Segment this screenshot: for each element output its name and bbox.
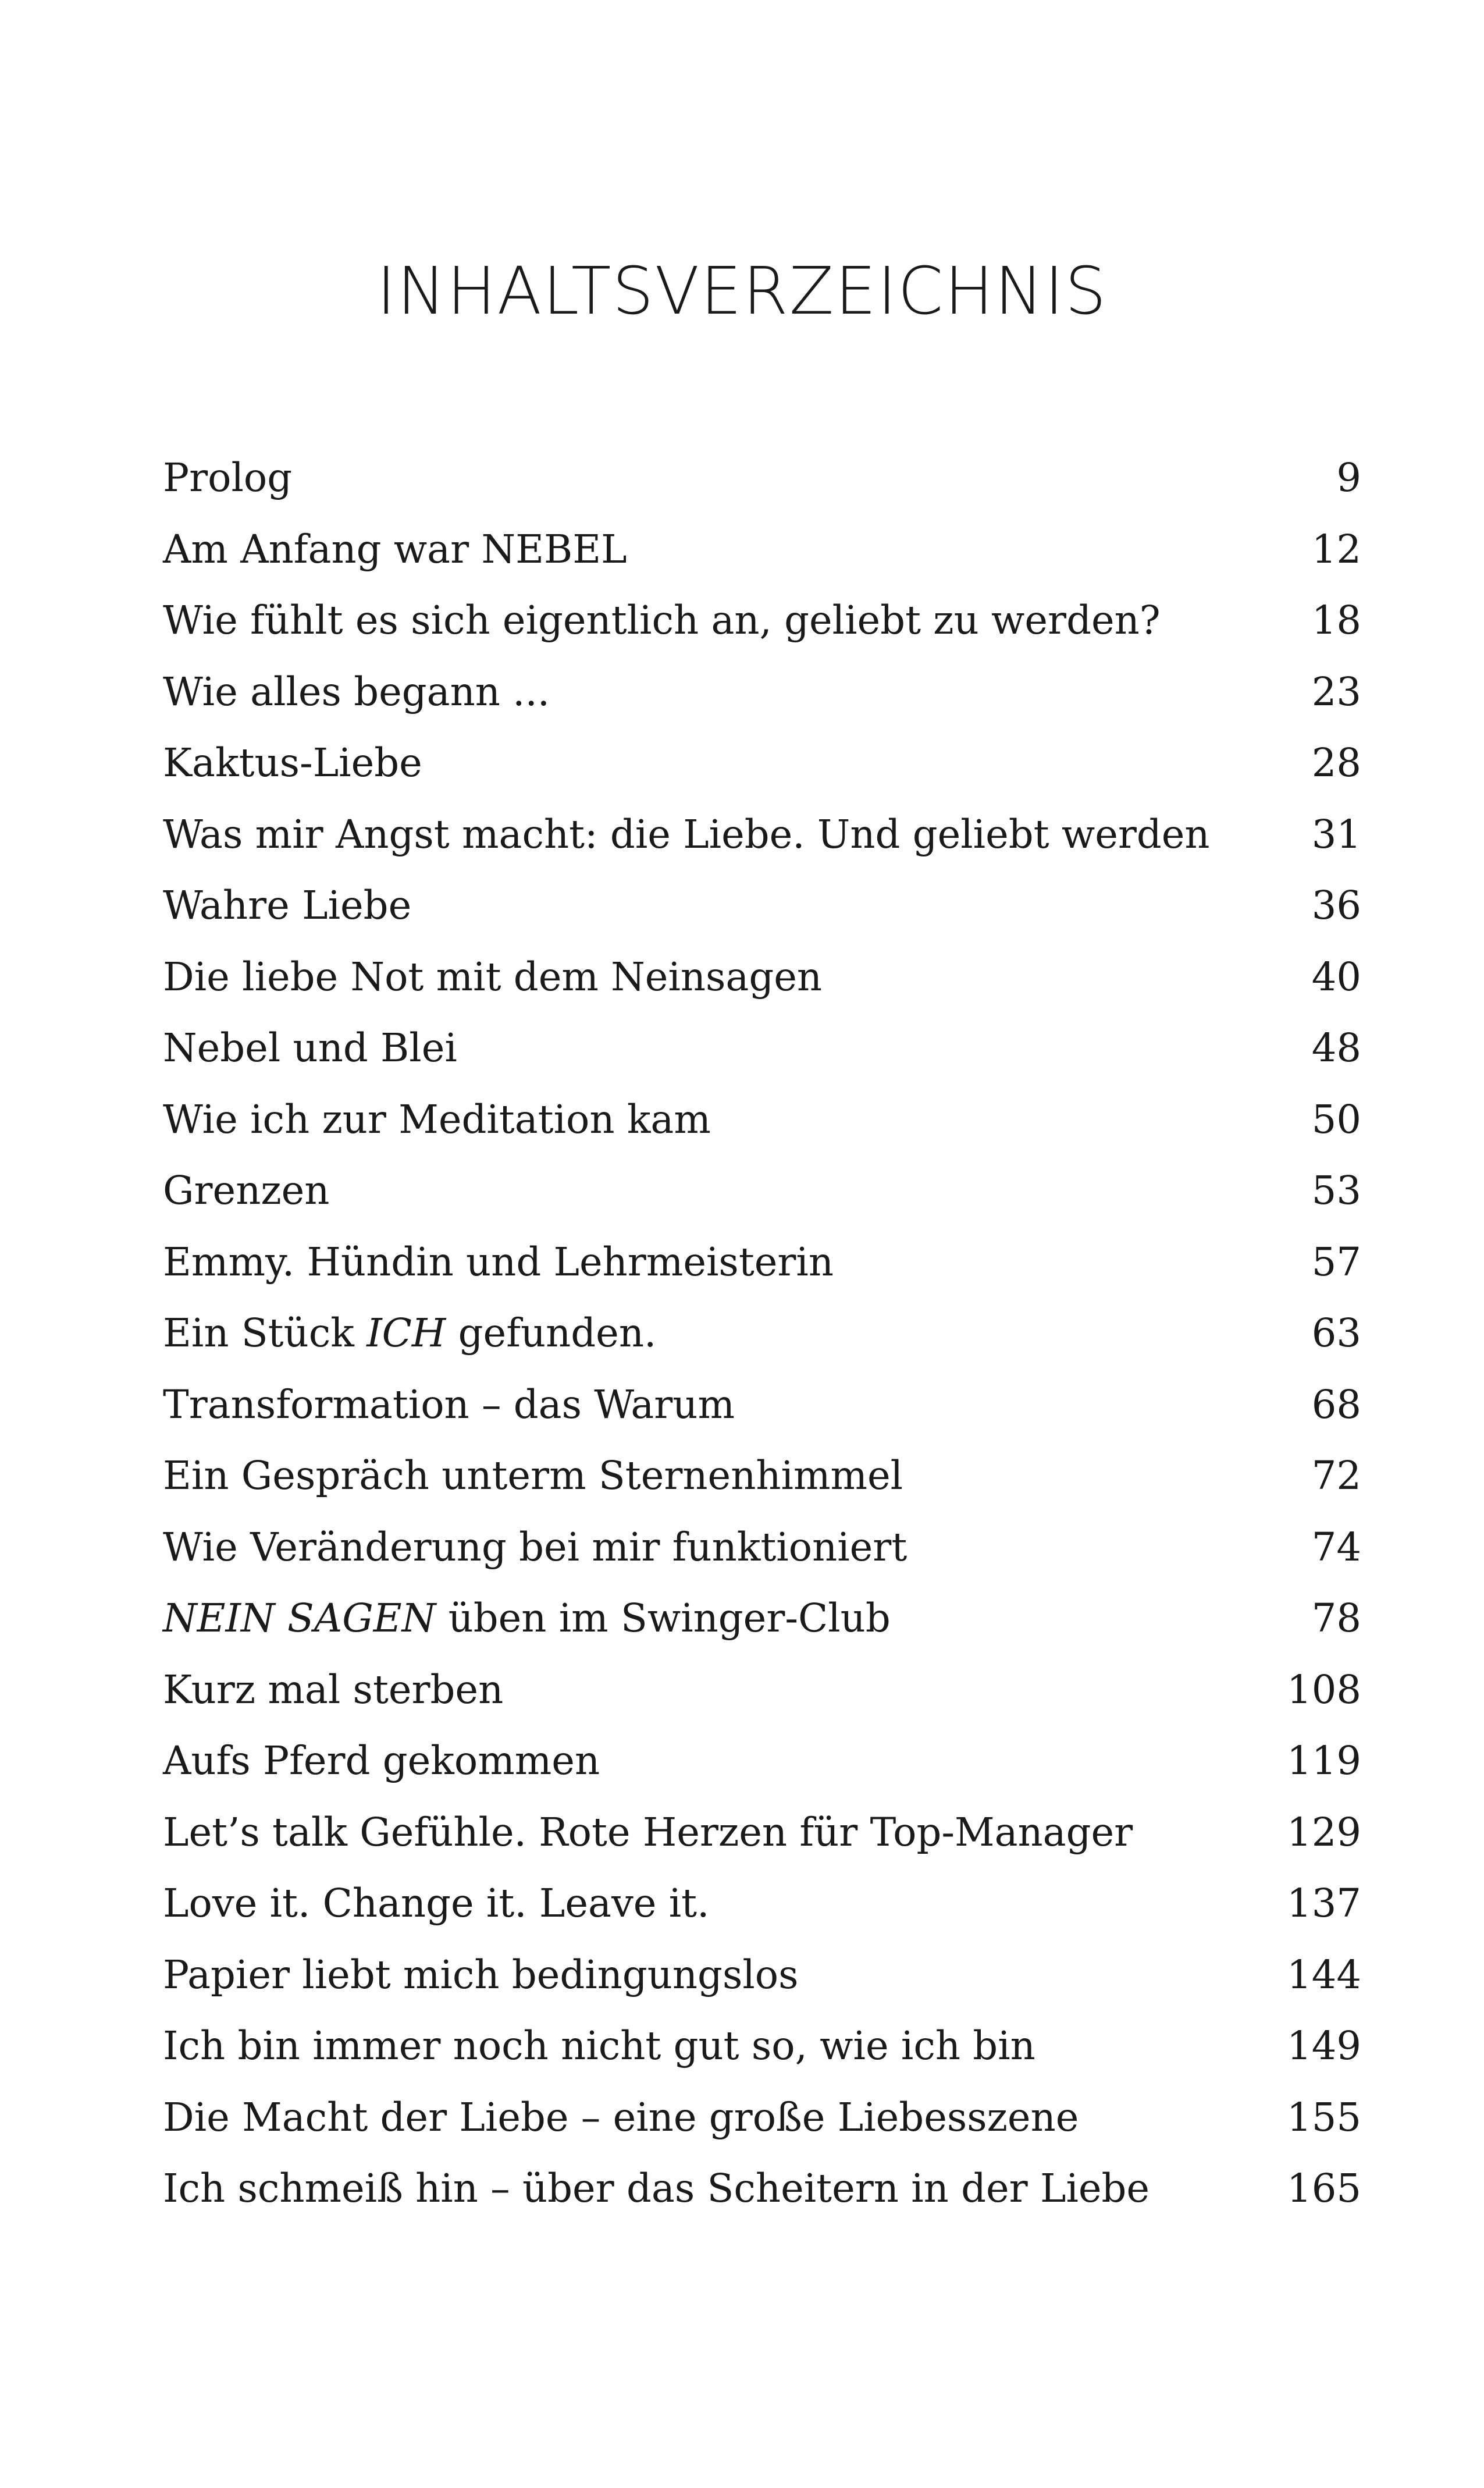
toc-entry-title [163, 1298, 656, 1369]
toc-entry-title-part: Wie ich zur Meditation kam [163, 1096, 711, 1142]
toc-entry [163, 442, 1361, 514]
toc-entry [163, 1797, 1361, 1868]
toc-entry-title-emphasis: NEIN SAGEN [163, 1595, 436, 1641]
toc-entry [163, 2010, 1361, 2082]
toc-entry-title [163, 941, 822, 1013]
toc-entry-page-number: 72 [1311, 1453, 1361, 1498]
toc-entry [163, 1583, 1361, 1654]
toc-entry-title-part: Wie Veränderung bei mir funktioniert [163, 1524, 908, 1570]
toc-entry-title-part: Aufs Pferd gekommen [163, 1738, 600, 1783]
toc-entry-title [163, 1797, 1133, 1868]
toc-entry-title-part: Ich schmeiß hin – über das Scheitern in der Liebe [163, 2166, 1150, 2211]
toc-entry-title [163, 1369, 735, 1441]
toc-entry-title [163, 799, 1210, 870]
toc-entry-page-number: 165 [1287, 2166, 1361, 2211]
toc-entry-title-part: Emmy. Hündin und Lehrmeisterin [163, 1239, 834, 1285]
toc-entry-title-part: Wie fühlt es sich eigentlich an, geliebt zu werden? [163, 598, 1161, 643]
toc-entry-page-number: 18 [1311, 598, 1361, 643]
toc-entry [163, 1868, 1361, 1939]
toc-entry-title [163, 1512, 907, 1583]
toc-entry-title-part: Die Macht der Liebe – eine große Liebesszene [163, 2094, 1079, 2140]
toc-entry-title-part: Kurz mal sterben [163, 1666, 504, 1712]
toc-entry [163, 1084, 1361, 1156]
toc-entry-title-part: Prolog [163, 455, 293, 500]
toc-entry [163, 1654, 1361, 1726]
toc-entry-title-part: Let’s talk Gefühle. Rote Herzen für Top-Manager [163, 1809, 1133, 1855]
toc-entry-title [163, 1084, 711, 1156]
toc-entry-page-number: 155 [1287, 2094, 1361, 2140]
toc-entry [163, 1369, 1361, 1441]
toc-entry-title [163, 870, 411, 941]
toc-entry-title [163, 1725, 600, 1797]
toc-entry-page-number: 63 [1311, 1310, 1361, 1356]
toc-entry-title [163, 1227, 834, 1298]
toc-entry-page-number: 108 [1287, 1666, 1361, 1712]
toc-entry-page-number: 74 [1311, 1524, 1361, 1570]
toc-entry-title-part: Am Anfang war NEBEL [163, 526, 627, 572]
toc-entry [163, 2153, 1361, 2224]
toc-entry-title-part: Papier liebt mich bedingungslos [163, 1952, 799, 1997]
toc-entry-title-part: Nebel und Blei [163, 1025, 457, 1071]
toc-entry-page-number: 78 [1311, 1595, 1361, 1641]
toc-entry [163, 1512, 1361, 1583]
toc-entry [163, 870, 1361, 941]
toc-entry-page-number: 9 [1336, 455, 1361, 500]
toc-entry-page-number: 149 [1287, 2023, 1361, 2068]
toc-entry [163, 1298, 1361, 1369]
toc-entry-title-part: Die liebe Not mit dem Neinsagen [163, 954, 823, 1000]
toc-entry-page-number: 12 [1311, 526, 1361, 572]
toc-entry [163, 1440, 1361, 1512]
toc-entry-title-part: Love it. Change it. Leave it. [163, 1881, 710, 1926]
toc-entry-title-part: Ein Gespräch unterm Sternenhimmel [163, 1453, 903, 1498]
toc-entry-page-number: 48 [1311, 1025, 1361, 1071]
toc-entry-title [163, 1012, 457, 1084]
toc-entry-page-number: 28 [1311, 740, 1361, 786]
toc-entry-title-part: Kaktus-Liebe [163, 740, 422, 786]
toc-entry [163, 941, 1361, 1013]
toc-entry-title-part: Transformation – das Warum [163, 1381, 735, 1427]
toc-entry-title [163, 656, 550, 728]
toc-entry-page-number: 137 [1287, 1881, 1361, 1926]
toc-entry-page-number: 50 [1311, 1096, 1361, 1142]
toc-entry [163, 514, 1361, 585]
toc-entry-title-part: Ein Stück [163, 1310, 367, 1356]
toc-entry [163, 1725, 1361, 1797]
toc-entry [163, 799, 1361, 870]
toc-entry-page-number: 31 [1311, 811, 1361, 857]
toc-entry-page-number: 119 [1287, 1738, 1361, 1783]
toc-entry-title [163, 1155, 329, 1227]
toc-entry [163, 1012, 1361, 1084]
toc-entry-title-part: gefunden. [446, 1310, 657, 1356]
toc-entry [163, 1939, 1361, 2011]
toc-entry-title-part: Wie alles begann ... [163, 669, 550, 715]
toc-entry-title-part: Ich bin immer noch nicht gut so, wie ich bin [163, 2023, 1035, 2068]
toc-entry-title-part: Grenzen [163, 1168, 330, 1213]
toc-entry-title-part: üben im Swinger-Club [436, 1595, 891, 1641]
page-title: INHALTSVERZEICHNIS [376, 254, 1108, 329]
toc-entry-title [163, 1440, 903, 1512]
toc-entry [163, 1227, 1361, 1298]
toc-entry-page-number: 23 [1311, 669, 1361, 715]
toc-entry [163, 585, 1361, 656]
toc-entry-title-emphasis: ICH [366, 1310, 446, 1356]
toc-entry-page-number: 129 [1287, 1809, 1361, 1855]
toc-entry-title [163, 2082, 1079, 2153]
toc-entry-page-number: 57 [1311, 1239, 1361, 1285]
toc-entry [163, 1155, 1361, 1227]
toc-entry-title [163, 1868, 709, 1939]
toc-entry-title [163, 727, 422, 799]
toc-entry [163, 727, 1361, 799]
toc-entry-title [163, 1654, 503, 1726]
toc-entry-title-part: Wahre Liebe [163, 883, 412, 928]
table-of-contents [163, 442, 1361, 2224]
toc-entry-title [163, 1939, 798, 2011]
toc-entry-page-number: 68 [1311, 1381, 1361, 1427]
toc-entry-title [163, 1583, 891, 1654]
toc-entry [163, 2082, 1361, 2153]
toc-entry-title-part: Was mir Angst macht: die Liebe. Und geliebt werden [163, 811, 1210, 857]
toc-entry-title [163, 442, 292, 514]
toc-entry-page-number: 53 [1311, 1168, 1361, 1213]
toc-entry-title [163, 2010, 1035, 2082]
toc-entry-title [163, 2153, 1150, 2224]
toc-entry-title [163, 585, 1161, 656]
toc-entry-page-number: 144 [1287, 1952, 1361, 1997]
toc-entry-page-number: 40 [1311, 954, 1361, 1000]
toc-entry-title [163, 514, 627, 585]
toc-entry [163, 656, 1361, 728]
toc-entry-page-number: 36 [1311, 883, 1361, 928]
